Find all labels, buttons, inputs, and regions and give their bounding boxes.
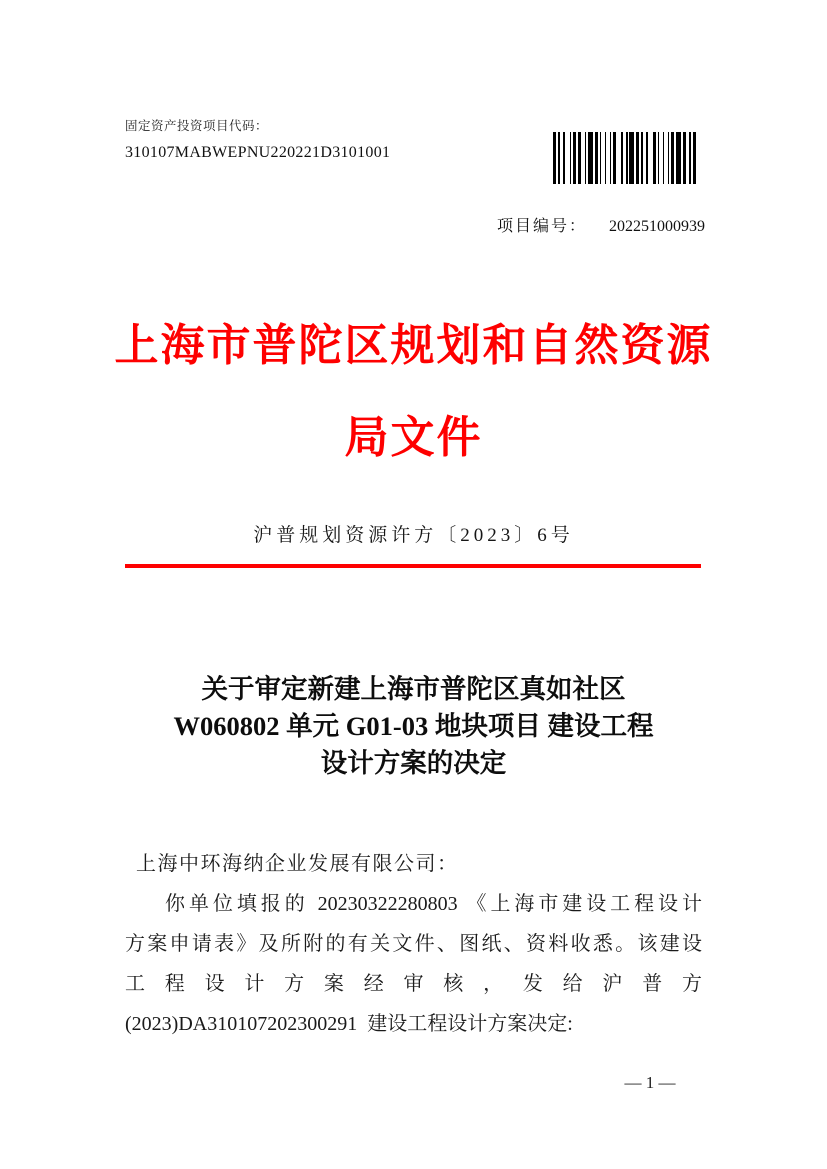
- page-number: — 1 —: [624, 1073, 676, 1092]
- project-code-value: 310107MABWEPNU220221D3101001: [125, 144, 391, 161]
- body-line: (2023)DA310107202300291 建设工程设计方案决定:: [125, 1013, 573, 1035]
- document-number: 沪普规划资源许方〔2023〕6号: [253, 525, 574, 546]
- body-line: 方案申请表》及所附的有关文件、图纸、资料收悉。该建设: [125, 933, 702, 955]
- project-number-label: 项目编号：: [496, 218, 587, 235]
- subject-line2: W060802 单元 G01-03 地块项目 建设工程: [173, 711, 654, 741]
- subject-heading: [90, 671, 737, 782]
- barcode-icon: [553, 132, 698, 184]
- body-paragraph: [125, 884, 702, 1044]
- masthead-title-line2: 局文件: [344, 413, 483, 462]
- addressee: 上海中环海纳企业发展有限公司：: [136, 853, 459, 875]
- project-code-block: [125, 116, 390, 162]
- masthead-title: [0, 300, 827, 484]
- barcode-space: [696, 132, 698, 184]
- project-number-row: [0, 213, 705, 236]
- project-number-value: 202251000939: [609, 218, 705, 235]
- subject-line1: 关于审定新建上海市普陀区真如社区: [201, 674, 626, 704]
- subject-line3: 设计方案的决定: [320, 748, 507, 778]
- project-code-label: 固定资产投资项目代码：: [125, 119, 269, 133]
- body-line: 工程设计方案经审核，发给沪普方: [125, 973, 702, 995]
- body-line: 你单位填报的 20230322280803 《上海市建设工程设计: [165, 893, 702, 915]
- masthead-title-line1: 上海市普陀区规划和自然资源: [114, 321, 713, 370]
- red-divider-rule: [125, 564, 701, 568]
